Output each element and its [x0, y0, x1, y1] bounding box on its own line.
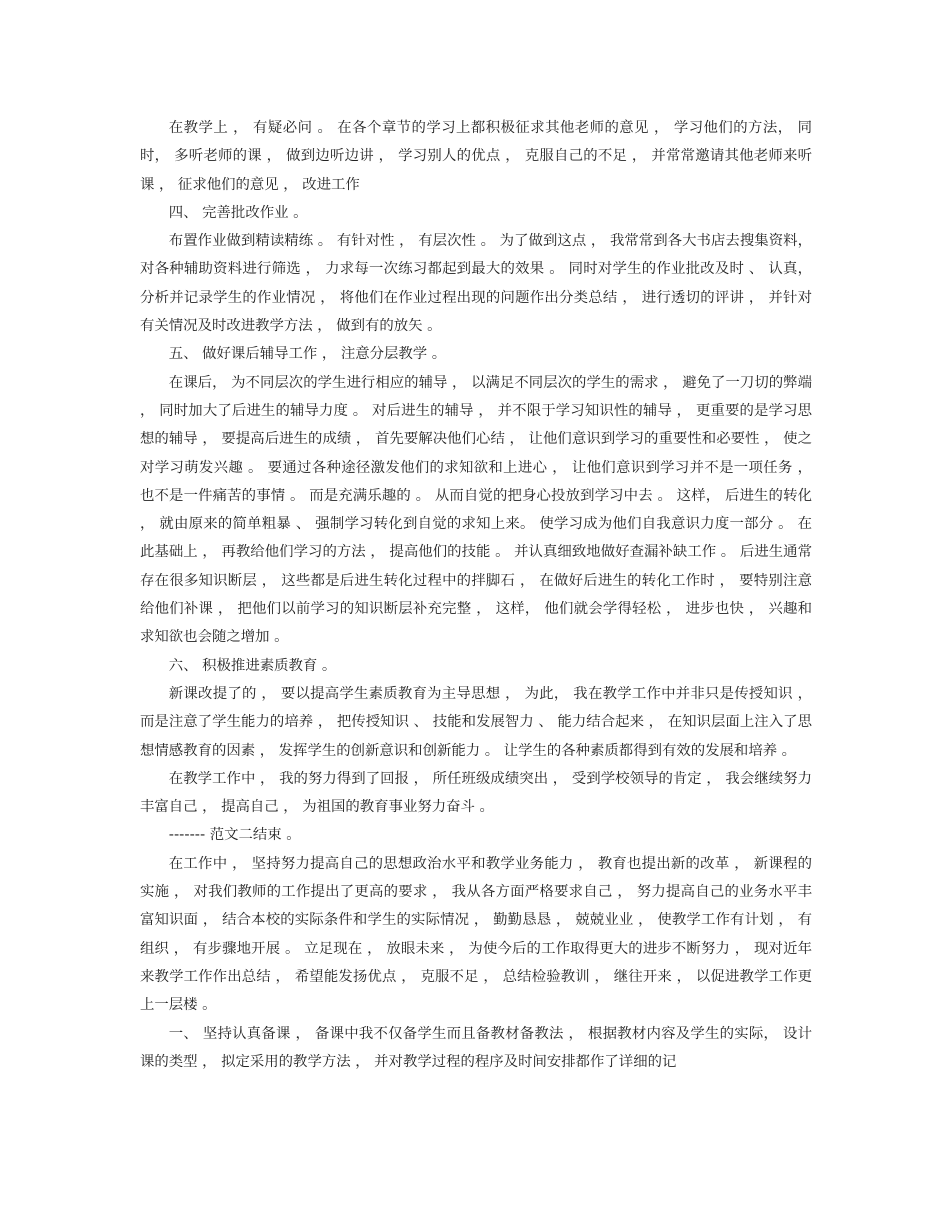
- paragraph-quality-education: 新课改提了的 ， 要以提高学生素质教育为主导思想 ， 为此， 我在教学工作中并非只是传授知识 ， 而是注意了学生能力的培养 ， 把传授知识 、 技能和发展智力 、 能力结合起来 ， 在知识层面上注入了思想情感教育的因素 ， 发挥学生的创新意识和创新能力 。 让学生的各种素质都得到有效的发展和培养 。: [140, 685, 817, 759]
- document-body: [140, 114, 817, 1076]
- section-heading-tutoring: 五、 做好课后辅导工作 ， 注意分层教学 。: [168, 346, 447, 363]
- paragraph-intro-summary: 在工作中 ， 坚持努力提高自己的思想政治水平和教学业务能力 ， 教育也提出新的改革 ， 新课程的实施 ， 对我们教师的工作提出了更高的要求 ， 我从各方面严格要求自己 ， 努力提高自己的业务水平丰富知识面 ， 结合本校的实际条件和学生的实际情况 ， 勤勤恳恳 ， 兢兢业业 ， 使教学工作有计划 ， 有组织 ， 有步骤地开展 。 立足现在 ， 放眼未来 ， 为使今后的工作取得更大的进步不断努力 ， 现对近年来教学工作作出总结 ， 希望能发扬优点 ， 克服不足 ， 总结检验教训 ， 继往开来 ， 以促进教学工作更上一层楼 。: [140, 855, 812, 1014]
- section-heading-homework: 四、 完善批改作业 。: [168, 204, 308, 221]
- paragraph-teaching-inquiry: 在教学上 ， 有疑必问 。 在各个章节的学习上都积极征求其他老师的意见 ， 学习他们的方法， 同时， 多听老师的课 ， 做到边听边讲 ， 学习别人的优点 ， 克服自己的不足 ， 并常常邀请其他老师来听课 ， 征求他们的意见 ， 改进工作: [140, 120, 812, 193]
- section-divider-end: ------- 范文二结束 。: [168, 827, 301, 844]
- paragraph-homework: 布置作业做到精读精练 。 有针对性 ， 有层次性 。 为了做到这点 ， 我常常到各大书店去搜集资料， 对各种辅助资料进行筛选 ， 力求每一次练习都起到最大的效果 。 同时对学生的作业批改及时 、 认真， 分析并记录学生的作业情况 ， 将他们在作业过程出现的问题作出分类总结 ， 进行透切的评讲 ， 并针对有关情况及时改进教学方法 ， 做到有的放矢 。: [140, 233, 817, 335]
- section-heading-quality-education: 六、 积极推进素质教育 。: [168, 657, 337, 674]
- paragraph-results: 在教学工作中 ， 我的努力得到了回报 ， 所任班级成绩突出 ， 受到学校领导的肯定 ， 我会继续努力丰富自己 ， 提高自己 ， 为祖国的教育事业努力奋斗 。: [140, 770, 812, 816]
- paragraph-lesson-prep: 一、 坚持认真备课 ， 备课中我不仅备学生而且备教材备教法 ， 根据教材内容及学生的实际， 设计课的类型 ， 拟定采用的教学方法 ， 并对教学过程的程序及时间安排都作了详细的记: [140, 1025, 812, 1070]
- paragraph-tutoring: 在课后， 为不同层次的学生进行相应的辅导 ， 以满足不同层次的学生的需求 ， 避免了一刀切的弊端 ， 同时加大了后进生的辅导力度 。 对后进生的辅导 ， 并不限于学习知识性的辅导 ， 更重要的是学习思想的辅导 ， 要提高后进生的成绩 ， 首先要解决他们心结 ， 让他们意识到学习的重要性和必要性 ， 使之对学习萌发兴趣 。 要通过各种途径激发他们的求知欲和上进心 ， 让他们意识到学习并不是一项任务 ， 也不是一件痛苦的事情 。 而是充满乐趣的 。 从而自觉的把身心投放到学习中去 。 这样， 后进生的转化 ， 就由原来的简单粗暴 、 强制学习转化到自觉的求知上来。 使学习成为他们自我意识力度一部分 。 在此基础上 ， 再教给他们学习的方法 ， 提高他们的技能 。 并认真细致地做好查漏补缺工作 。 后进生通常存在很多知识断层 ， 这些都是后进生转化过程中的拌脚石 ， 在做好后进生的转化工作时 ， 要特别注意给他们补课 ， 把他们以前学习的知识断层补充完整 ， 这样， 他们就会学得轻松 ， 进步也快 ， 兴趣和求知欲也会随之增加 。: [140, 374, 817, 646]
